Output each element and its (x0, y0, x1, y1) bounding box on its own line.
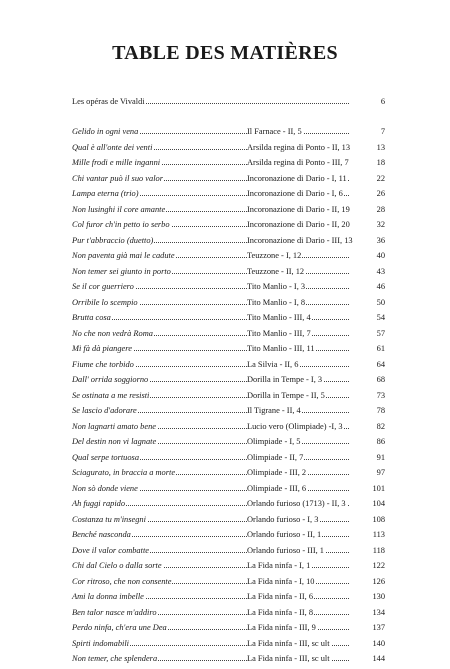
toc-entry (72, 157, 385, 173)
opera-reference: Tito Manlio - III, 7 (247, 328, 311, 338)
page-number: 122 (372, 561, 385, 570)
page-number: 57 (376, 328, 385, 338)
opera-reference: Tito Manlio - III, 4 (247, 313, 311, 322)
aria-title: Non paventa già mai le cadute (72, 251, 175, 260)
aria-title: Non lusinghi il core amante (72, 204, 166, 214)
opera-reference: La Fida ninfa - III, 9 (247, 623, 316, 632)
toc-entry (72, 312, 385, 328)
opera-reference: Olimpiade - III, 2 (247, 468, 307, 477)
aria-title: Sciagurato, in braccia a morte (72, 468, 176, 477)
toc-entry (72, 266, 385, 282)
opera-reference: La Fida ninfa - II, 6 (247, 592, 314, 601)
toc-entry (72, 390, 385, 406)
toc-entry (72, 576, 385, 592)
toc-entry (72, 281, 385, 297)
opera-reference: Olimpiade - III, 6 (247, 483, 307, 493)
page-number: 140 (372, 638, 385, 648)
page-number: 108 (372, 514, 385, 524)
toc-entry (72, 204, 385, 220)
toc-entry (72, 560, 385, 576)
aria-title: Spirti indomabili (72, 638, 130, 648)
page-number: 32 (376, 220, 385, 229)
page-number: 78 (376, 406, 385, 415)
toc-entry (72, 483, 385, 499)
aria-title: Se il cor guerriero (72, 282, 134, 291)
page-number: 40 (376, 251, 385, 260)
intro-page-number: 6 (380, 97, 385, 106)
page-number: 50 (376, 297, 385, 307)
opera-reference: La Fida ninfa - I, 1 (247, 561, 311, 570)
opera-reference: Dorilla in Tempe - II, 5 (247, 390, 325, 400)
toc-entry (72, 297, 385, 313)
toc-entry (72, 374, 385, 390)
opera-reference: Teuzzone - I, 12 (247, 251, 302, 260)
toc-entry (72, 607, 385, 623)
page-number: 137 (372, 623, 385, 632)
page-number: 97 (376, 468, 385, 477)
page-number: 86 (376, 437, 385, 446)
aria-title: Ben talor nasce m'addiro (72, 607, 157, 617)
aria-title: Mille frodi e mille inganni (72, 158, 161, 167)
aria-title: Lampa eterna (trio) (72, 189, 139, 198)
page-number: 73 (376, 390, 385, 400)
page-title: TABLE DES MATIÈRES (112, 42, 338, 64)
opera-reference: Orlando furioso (1713) - II, 3 (247, 499, 346, 508)
opera-reference: Dorilla in Tempe - I, 3 (247, 375, 323, 384)
toc-entry (72, 545, 385, 561)
opera-reference: Incoronazione di Dario - II, 20 (247, 220, 350, 229)
opera-reference: La Silvia - II, 6 (247, 359, 299, 369)
aria-title: Non sò donde viene (72, 483, 138, 493)
aria-title: Non temer sei giunto in porto (72, 266, 171, 276)
opera-reference: Olimpiade - I, 5 (247, 437, 301, 446)
toc-entry (72, 343, 385, 359)
opera-reference: Incoronazione di Dario - III, 13 (247, 235, 353, 245)
aria-title: No che non vedrà Roma (72, 328, 153, 338)
page-number: 113 (372, 530, 385, 539)
page-number: 61 (376, 344, 385, 353)
opera-reference: Arsilda regina di Ponto - II, 13 (247, 142, 351, 152)
toc-entry (72, 421, 385, 437)
aria-title: Chi dal Cielo o dalla sorte (72, 561, 162, 570)
toc-entry (72, 452, 385, 468)
opera-reference: Lucio vero (Olimpiade) -I, 3 (247, 421, 343, 431)
toc-entry (72, 359, 385, 375)
toc-entry (72, 188, 385, 204)
intro-label: Les opéras de Vivaldi (72, 97, 145, 106)
toc-entry (72, 436, 385, 452)
page-number: 28 (376, 204, 385, 214)
toc-entry (72, 529, 385, 545)
page-number: 68 (376, 375, 385, 384)
aria-title: Cor ritroso, che non consente (72, 576, 172, 586)
opera-reference: Orlando furioso - III, 1 (247, 545, 324, 555)
opera-reference: La Fida ninfa - II, 8 (247, 607, 314, 617)
opera-reference: Incoronazione di Dario - I, 11 (247, 173, 347, 183)
opera-reference: Tito Manlio - I, 3 (247, 282, 306, 291)
toc-entry (72, 142, 385, 158)
toc-entry (72, 638, 385, 654)
aria-title: Fiume che torbido (72, 359, 134, 369)
toc-entry (72, 591, 385, 607)
page-number: 126 (372, 576, 385, 586)
page-number: 101 (372, 483, 385, 493)
opera-reference: Il Tigrane - II, 4 (247, 406, 301, 415)
page-number: 144 (372, 654, 385, 663)
opera-reference: La Fida ninfa - III, sc ult (247, 654, 330, 663)
toc-list (72, 126, 385, 669)
page-number: 130 (372, 592, 385, 601)
page-number: 26 (376, 189, 385, 198)
toc-entry (72, 235, 385, 251)
toc-entry (72, 405, 385, 421)
aria-title: Pur t'abbraccio (duetto) (72, 235, 154, 245)
aria-title: Benché nasconda (72, 530, 131, 539)
aria-title: Non lagnarti amato bene (72, 421, 156, 431)
toc-entry (72, 126, 385, 142)
page-number: 18 (376, 158, 385, 167)
opera-reference: Arsilda regina di Ponto - III, 7 (247, 158, 349, 167)
page-number: 104 (372, 499, 385, 508)
aria-title: Orribile lo scempio (72, 297, 138, 307)
opera-reference: La Fida ninfa - III, sc ult (247, 638, 330, 648)
toc-entry (72, 328, 385, 344)
aria-title: Se lascio d'adorare (72, 406, 137, 415)
page-number: 118 (372, 545, 385, 555)
opera-reference: Orlando furioso - II, 1 (247, 530, 322, 539)
aria-title: Qual serpe tortuosa (72, 452, 139, 462)
aria-title: Dall' orrida soggiorno (72, 375, 149, 384)
toc-entry (72, 514, 385, 530)
page-number: 54 (376, 313, 385, 322)
aria-title: Chi vantar può il suo valor (72, 173, 163, 183)
aria-title: Non temer, che splendera (72, 654, 158, 663)
toc-entry (72, 653, 385, 669)
toc-entry (72, 250, 385, 266)
page-number: 36 (376, 235, 385, 245)
page-number: 82 (376, 421, 385, 431)
page-number: 7 (380, 127, 385, 136)
opera-reference: Teuzzone - II, 12 (247, 266, 305, 276)
aria-title: Se ostinata a me resisti (72, 390, 150, 400)
aria-title: Mi fà dà piangere (72, 344, 132, 353)
opera-reference: Tito Manlio - I, 8 (247, 297, 306, 307)
opera-reference: Olimpiade - II, 7 (247, 452, 304, 462)
page-number: 43 (376, 266, 385, 276)
page-number: 64 (376, 359, 385, 369)
page-number: 134 (372, 607, 385, 617)
toc-entry (72, 498, 385, 514)
page-number: 13 (376, 142, 385, 152)
aria-title: Perdo ninfa, ch'era une Dea (72, 623, 167, 632)
toc-entry (72, 219, 385, 235)
opera-reference: Tito Manlio - III, 11 (247, 344, 315, 353)
toc-entry (72, 467, 385, 483)
intro-entry (72, 96, 385, 108)
aria-title: Brutta cosa (72, 313, 111, 322)
aria-title: Gelido in ogni vena (72, 127, 139, 136)
aria-title: Ami la donna imbelle (72, 592, 144, 601)
opera-reference: Incoronazione di Dario - II, 19 (247, 204, 350, 214)
aria-title: Qual è all'onte dei venti (72, 142, 153, 152)
opera-reference: Incoronazione di Dario - I, 6 (247, 189, 343, 198)
aria-title: Dove il valor combatte (72, 545, 149, 555)
page-number: 46 (376, 282, 385, 291)
aria-title: Costanza tu m'insegni (72, 514, 146, 524)
opera-reference: Orlando furioso - I, 3 (247, 514, 319, 524)
toc-entry (72, 622, 385, 638)
page-number: 91 (376, 452, 385, 462)
aria-title: Ah fuggi rapido (72, 499, 126, 508)
opera-reference: Il Farnace - II, 5 (247, 127, 302, 136)
aria-title: Del destin non vi lagnate (72, 437, 157, 446)
opera-reference: La Fida ninfa - I, 10 (247, 576, 315, 586)
toc-entry (72, 173, 385, 189)
aria-title: Col furor ch'in petto io serbo (72, 220, 170, 229)
page-number: 22 (376, 173, 385, 183)
